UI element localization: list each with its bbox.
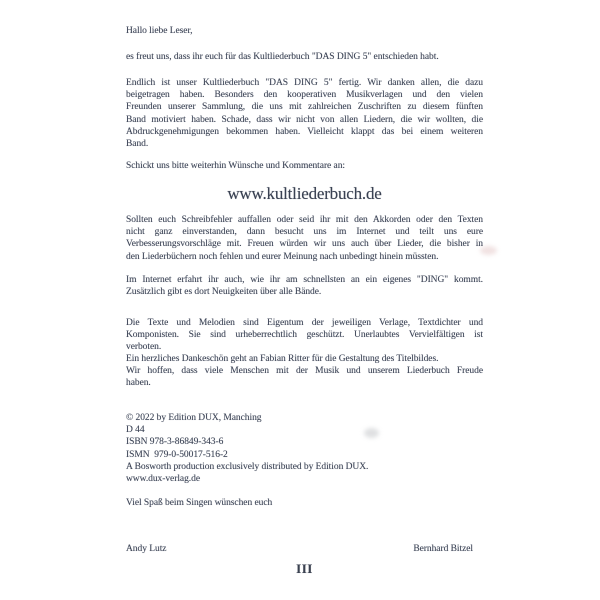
text-line: A Bosworth production exclusively distributed by Edition DUX. [126, 461, 369, 472]
website-url: www.kultliederbuch.de [227, 184, 382, 203]
text-line: Wir hoffen, dass viele Menschen mit der Musik und unserem Liederbuch Freude [126, 366, 483, 376]
signature-andy-lutz: Andy Lutz [126, 544, 167, 554]
text-line: Band. [126, 139, 149, 150]
text-line: Abdruckgenehmigungen bekommen haben. Vielleicht klappt das bei einem weiteren [126, 126, 483, 137]
text-line: D 44 [126, 425, 145, 436]
text-line: ISBN 978-3-86849-343-6 [126, 437, 224, 448]
paragraph-rights [126, 317, 483, 354]
text-line: Im Internet erfahrt ihr auch, wie ihr am schnellsten an ein eigenes "DING" kommt. [126, 275, 483, 285]
farewell-line: Viel Spaß beim Singen wünschen euch [126, 498, 273, 508]
send-wishes-line: Schickt uns bitte weiterhin Wünsche und Kommentare an: [126, 161, 346, 171]
signature-bernhard-bitzel: Bernhard Bitzel [413, 544, 473, 554]
text-line: den Liederbüchern noch fehlen und eurer Meinung nach unbedingt hinein müssten. [126, 251, 439, 262]
text-line: Komponisten. Sie sind urheberrechtlich geschützt. Unerlaubtes Vervielfältigen ist [126, 330, 483, 341]
text-line: haben. [126, 378, 151, 389]
imprint-block [126, 412, 483, 485]
text-line: © 2022 by Edition DUX, Manching [126, 413, 262, 423]
text-line: Sollten euch Schreibfehler auffallen oder seid ihr mit den Akkorden oder den Texten [126, 215, 483, 225]
text-line: verboten. [126, 342, 162, 353]
signatures-row [126, 543, 483, 555]
text-line: Endlich ist unser Kultliederbuch "DAS DING 5" fertig. Wir danken allen, die dazu [126, 78, 483, 88]
text-line: beigetragen haben. Besonders den kooperativen Musikverlagen und den vielen [126, 90, 483, 101]
text-line: Band motiviert haben. Schade, dass wir nicht von allen Liedern, die wir wollten, die [126, 114, 483, 125]
text-line: ISMN 979-0-50017-516-2 [126, 449, 228, 460]
text-line: www.dux-verlag.de [126, 474, 200, 485]
page-number: III [296, 561, 313, 576]
text-line: Freunden unserer Sammlung, die uns mit zahlreichen Zuschriften zu diesem fünften [126, 102, 483, 113]
paragraph-thanks [126, 77, 483, 150]
text-line: Zusätzlich gibt es dort Neuigkeiten über alle Bände. [126, 287, 322, 298]
paragraph-hope [126, 365, 483, 389]
text-line: Verbesserungsvorschläge mit. Freuen würden wir uns auch über Lieder, die bisher in [126, 239, 483, 250]
intro-line: es freut uns, dass ihr euch für das Kultliederbuch "DAS DING 5" entschieden habt. [126, 52, 439, 62]
paragraph-feedback [126, 214, 483, 263]
greeting-line: Hallo liebe Leser, [126, 26, 193, 36]
thanks-fabian-line: Ein herzliches Dankeschön geht an Fabian Ritter für die Gestaltung des Titelbildes. [126, 354, 439, 364]
paragraph-internet [126, 274, 483, 298]
text-line: nicht ganz einverstanden, dann besucht uns im Internet und teilt uns eure [126, 227, 483, 238]
text-line: Die Texte und Melodien sind Eigentum der jeweiligen Verlage, Textdichter und [126, 318, 483, 328]
